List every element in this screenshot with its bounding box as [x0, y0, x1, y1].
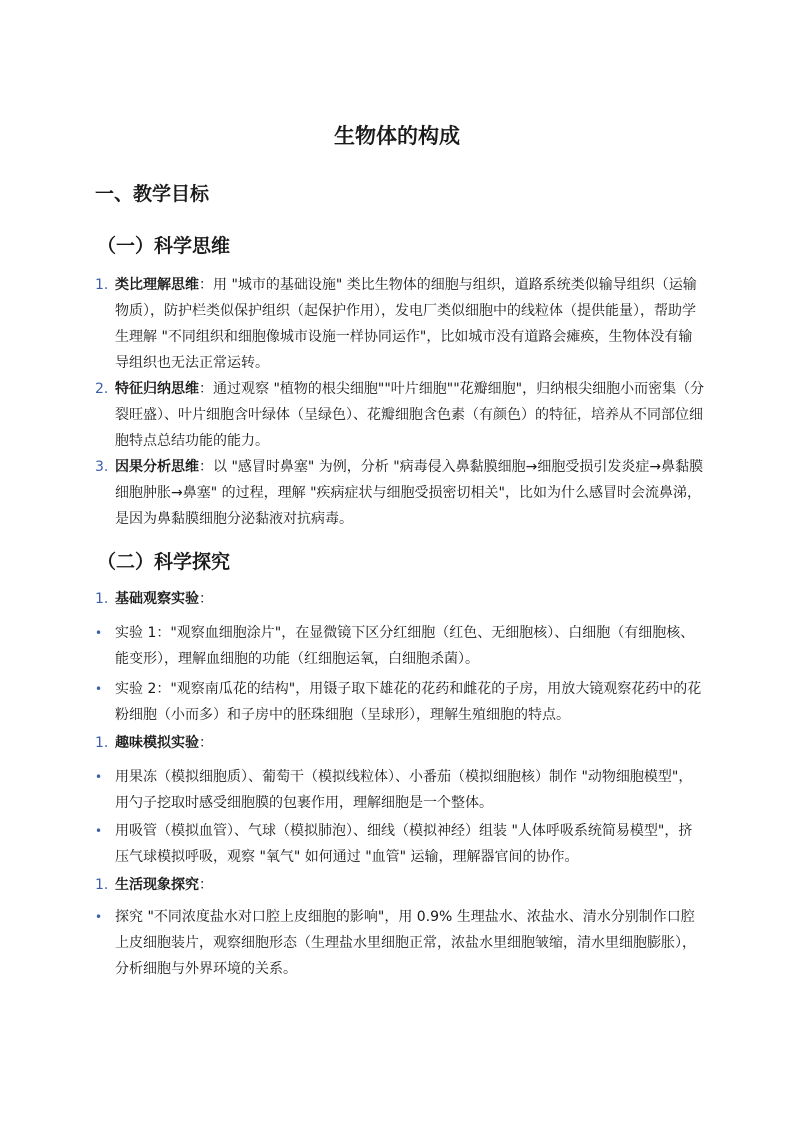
bullet-item [95, 818, 705, 870]
bullet-item [95, 904, 705, 982]
list-number: 1. [95, 735, 109, 751]
group-label: 基础观察实验 [115, 591, 199, 607]
page-title: 生物体的构成 [334, 124, 460, 148]
bullet-item [95, 620, 705, 672]
list-number: 3. [95, 459, 109, 475]
list-item-text [115, 272, 705, 376]
bullet-text: 用吸管（模拟血管）、气球（模拟肺泡）、细线（模拟神经）组装 "人体呼吸系统简易模型"，挤压气球模拟呼吸，观察 "氧气" 如何通过 "血管" 运输，理解器官间的协作。 [115, 823, 693, 865]
subsection-heading-scientific-thinking: （一）科学思维 [97, 235, 231, 257]
list-item-text [115, 376, 705, 454]
list-number: 1. [95, 277, 109, 293]
list-item-text [115, 454, 705, 532]
group-heading-life-phenomena [95, 872, 705, 898]
bullet-icon: • [95, 824, 103, 838]
group-label: 生活现象探究 [115, 877, 199, 893]
bullet-item [95, 676, 705, 728]
bullet-icon: • [95, 682, 103, 696]
subsection-heading-scientific-inquiry: （二）科学探究 [97, 551, 231, 573]
bullet-icon: • [95, 626, 103, 640]
item-label: 特征归纳思维 [115, 381, 199, 397]
bullet-item [95, 764, 705, 816]
item-body: ：通过观察 "植物的根尖细胞""叶片细胞""花瓣细胞"，归纳根尖细胞小而密集（分裂旺盛）、叶片细胞含叶绿体（呈绿色）、花瓣细胞含色素（有颜色）的特征，培养从不同部位细胞特点总结功能的能力。 [115, 381, 705, 449]
bullet-icon: • [95, 770, 103, 784]
list-number: 2. [95, 381, 109, 397]
group-heading-basic-observation [95, 586, 705, 612]
group-heading-fun-simulation [95, 730, 705, 756]
item-label: 因果分析思维 [115, 459, 199, 475]
bullet-text: 实验 1："观察血细胞涂片"，在显微镜下区分红细胞（红色、无细胞核）、白细胞（有细胞核、能变形），理解血细胞的功能（红细胞运氧，白细胞杀菌）。 [115, 625, 695, 667]
item-label: 类比理解思维 [115, 277, 199, 293]
list-item [95, 454, 705, 532]
bullet-text: 实验 2："观察南瓜花的结构"，用镊子取下雄花的花药和雌花的子房，用放大镜观察花药中的花粉细胞（小而多）和子房中的胚珠细胞（呈球形），理解生殖细胞的特点。 [115, 681, 702, 723]
bullet-icon: • [95, 910, 103, 924]
item-body: ：以 "感冒时鼻塞" 为例，分析 "病毒侵入鼻黏膜细胞→细胞受损引发炎症→鼻黏膜细胞肿胀→鼻塞" 的过程，理解 "疾病症状与细胞受损密切相关"，比如为什么感冒时会流鼻涕，是因为鼻黏膜细胞分泌黏液对抗病毒。 [115, 459, 704, 527]
list-number: 1. [95, 591, 109, 607]
list-item [95, 272, 705, 376]
group-label: 趣味模拟实验 [115, 735, 199, 751]
group-colon: ： [199, 591, 213, 607]
list-item [95, 376, 705, 454]
item-body: ：用 "城市的基础设施" 类比生物体的细胞与组织，道路系统类似输导组织（运输物质），防护栏类似保护组织（起保护作用），发电厂类似细胞中的线粒体（提供能量），帮助学生理解 "不同组织和细胞像城市设施一样协同运作"，比如城市没有道路会瘫痪，生物体没有输导组织也无法正常运转。 [115, 277, 697, 371]
group-colon: ： [199, 735, 213, 751]
section-heading-teaching-goals: 一、教学目标 [95, 183, 210, 205]
group-colon: ： [199, 877, 213, 893]
list-number: 1. [95, 877, 109, 893]
bullet-text: 探究 "不同浓度盐水对口腔上皮细胞的影响"，用 0.9% 生理盐水、浓盐水、清水分别制作口腔上皮细胞装片，观察细胞形态（生理盐水里细胞正常，浓盐水里细胞皱缩，清水里细胞膨胀），分析细胞与外界环境的关系。 [115, 909, 696, 977]
bullet-text: 用果冻（模拟细胞质）、葡萄干（模拟线粒体）、小番茄（模拟细胞核）制作 "动物细胞模型"，用勺子挖取时感受细胞膜的包裹作用，理解细胞是一个整体。 [115, 769, 693, 811]
